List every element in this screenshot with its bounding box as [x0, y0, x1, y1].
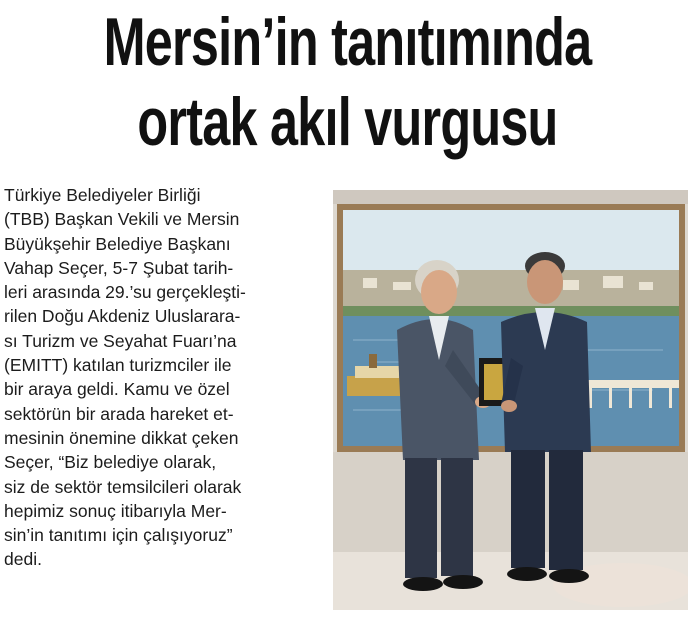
body-line: sektörün bir arada hareket et- [4, 403, 234, 424]
body-line: rilen Doğu Akdeniz Uluslarara- [4, 306, 241, 327]
body-line: Büyükşehir Belediye Başkanı [4, 233, 231, 254]
body-line: sin’in tanıtımı için çalışıyoruz” [4, 525, 233, 546]
headline [90, 2, 604, 162]
body-line: dedi. [4, 549, 42, 570]
body-line: (TBB) Başkan Vekili ve Mersin [4, 209, 240, 230]
body-line: Seçer, “Biz belediye olarak, [4, 452, 217, 473]
headline-line-2: ortak akıl vurgusu [137, 84, 558, 160]
body-line: mesinin önemine dikkat çeken [4, 427, 239, 448]
body-line: Türkiye Belediyeler Birliği [4, 185, 201, 205]
article-body [4, 183, 324, 572]
body-line: siz de sektör temsilcileri olarak [4, 476, 242, 497]
body-line: sı Turizm ve Seyahat Fuarı’na [4, 330, 237, 351]
body-line: leri arasında 29.’su gerçekleşti- [4, 282, 246, 303]
body-line: bir araya geldi. Kamu ve özel [4, 379, 230, 400]
news-photo [333, 190, 688, 610]
body-line: (EMITT) katılan turizmciler ile [4, 355, 232, 376]
body-line: hepimiz sonuç itibarıyla Mer- [4, 500, 227, 521]
body-line: Vahap Seçer, 5-7 Şubat tarih- [4, 257, 234, 278]
headline-line-1: Mersin’in tanıtımında [103, 4, 592, 80]
